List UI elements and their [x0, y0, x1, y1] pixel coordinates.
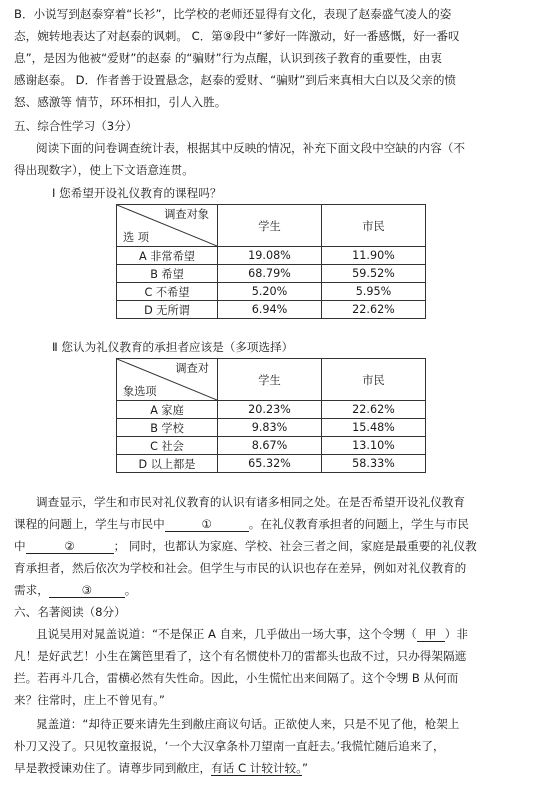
table-row: [117, 419, 426, 437]
citizen-value: 5.95%: [322, 283, 426, 301]
section6-para1-line4: 来？往常时，庄上不曾见有。”: [14, 693, 165, 707]
table2-diagonal-header: [117, 359, 218, 401]
row-label: A 非常希望: [117, 247, 218, 265]
section6-para2-line1: 晁盖道：“却待正要来请先生到敝庄商议句话。正欲使人来，只是不见了他，枪架上: [36, 717, 460, 731]
underlined-phrase: 有话 C 计较计较。: [211, 761, 302, 775]
table1-header-respondent: 调查对象: [164, 208, 209, 221]
row-label: D 以上都是: [117, 455, 218, 473]
citizen-value: 22.62%: [322, 401, 426, 419]
table-row: [117, 437, 426, 455]
section6-para1-line1: [36, 626, 468, 642]
table-row: [117, 265, 426, 283]
table1-diagonal-header: [117, 205, 218, 247]
student-value: 5.20%: [218, 283, 322, 301]
survey-table-2: [116, 358, 426, 473]
option-c-line: 态，婉转地表达了对赵泰的讽刺。 C．第⑨段中“爹好一阵激动，好一番感慨，好一番叹: [14, 29, 460, 43]
blank-2[interactable]: ②: [26, 539, 114, 554]
table2-col-citizen: 市民: [322, 359, 426, 401]
row-label: B 希望: [117, 265, 218, 283]
student-value: 20.23%: [218, 401, 322, 419]
passage-line4: 育承担者，然后依次为学校和社会。但学生与市民的认识也存在差异，例如对礼仪教育的: [14, 561, 467, 575]
table-row: [117, 401, 426, 419]
section6-para2-line2: 朴刀又没了。只见牧童报说，‘一个大汉拿条朴刀望南一直赶去。’我慌忙随后追来了，: [14, 739, 445, 753]
table2-question: Ⅱ 您认为礼仪教育的承担者应该是（多项选择）: [52, 340, 294, 354]
option-b-line1: B．小说写到赵泰穿着“长衫”，比学校的老师还显得有文化，表现了赵泰盛气凌人的姿: [14, 7, 452, 21]
passage-text: 课程的问题上，学生与市民中: [14, 517, 165, 531]
section6-para1-line2: 凡！是好武艺！小生在篱笆里看了，这个有名惯使朴刀的雷都头也敌不过，只办得架隔遮: [14, 649, 467, 663]
table-row: [117, 283, 426, 301]
row-label: A 家庭: [117, 401, 218, 419]
passage-line1: 调查显示，学生和市民对礼仪教育的认识有诸多相同之处。在是否希望开设礼仪教育: [36, 495, 465, 509]
passage-text: 。在礼仪教育承担者的问题上，学生与市民: [248, 517, 470, 531]
passage-line3: [14, 538, 477, 554]
row-label: C 社会: [117, 437, 218, 455]
reading-text: 早是教授谏劝住了。请尊步同到敝庄，: [14, 761, 212, 775]
option-d-line2: 怒、感激等 情节，环环相扣，引人入胜。: [14, 95, 227, 109]
blank-1[interactable]: ①: [165, 517, 249, 532]
student-value: 8.67%: [218, 437, 322, 455]
row-label: D 无所谓: [117, 301, 218, 319]
option-d-line: 感谢赵泰。 D．作者善于设置悬念，赵泰的爱财、“骗财”到后来真相大白以及父亲的愤: [14, 73, 457, 87]
citizen-value: 58.33%: [322, 455, 426, 473]
table-row: [117, 455, 426, 473]
table2-header-respondent: 调查对: [175, 362, 209, 375]
blank-3[interactable]: ③: [49, 583, 125, 598]
section5-heading: 五、综合性学习（3分）: [14, 119, 138, 133]
answer-blank[interactable]: 甲: [417, 627, 445, 642]
row-label: B 学校: [117, 419, 218, 437]
student-value: 19.08%: [218, 247, 322, 265]
section5-intro-line2: 得出现数字），使上下文语意连贯。: [14, 163, 194, 177]
row-label: C 不希望: [117, 283, 218, 301]
passage-line5: [14, 582, 136, 598]
passage-line2: [14, 516, 469, 532]
table1-header-option: 选 项: [123, 231, 149, 244]
table1-col-citizen: 市民: [322, 205, 426, 247]
reading-text: ”: [301, 761, 308, 775]
reading-text: 且说吴用对晁盖说道：“不是保正 A 自来，几乎做出一场大事，这个令甥（: [36, 627, 417, 641]
citizen-value: 59.52%: [322, 265, 426, 283]
citizen-value: 11.90%: [322, 247, 426, 265]
survey-table-1: [116, 204, 426, 319]
passage-text: 。: [124, 583, 137, 597]
student-value: 6.94%: [218, 301, 322, 319]
citizen-value: 15.48%: [322, 419, 426, 437]
option-c-line2: 息”，是因为他被“爱财”的赵泰 的“骗财”行为点醒，认识到孩子教育的重要性，由衷: [14, 51, 442, 65]
table-row: [117, 301, 426, 319]
student-value: 65.32%: [218, 455, 322, 473]
student-value: 68.79%: [218, 265, 322, 283]
citizen-value: 22.62%: [322, 301, 426, 319]
table2-col-student: 学生: [218, 359, 322, 401]
passage-text: 需求，: [14, 583, 49, 597]
section6-heading: 六、名著阅读（8分）: [14, 605, 126, 619]
table1-question: Ⅰ 您希望开设礼仪教育的课程吗？: [52, 186, 222, 200]
table1-col-student: 学生: [218, 205, 322, 247]
table2-header-option: 象选项: [123, 385, 157, 398]
section6-para1-line3: 拦。若再斗几合，雷横必然有失性命。因此，小生慌忙出来间隔了。这个令甥 B 从何而: [14, 671, 459, 685]
table-row: [117, 247, 426, 265]
citizen-value: 13.10%: [322, 437, 426, 455]
passage-text: ； 同时，也都认为家庭、学校、社会三者之间，家庭是最重要的礼仪教: [113, 539, 477, 553]
section5-intro-line1: 阅读下面的问卷调查统计表，根据其中反映的情况，补充下面文段中空缺的内容（不: [36, 141, 465, 155]
student-value: 9.83%: [218, 419, 322, 437]
passage-text: 中: [14, 539, 26, 553]
section6-para2-line3: [14, 760, 308, 776]
reading-text: ）非: [444, 627, 468, 641]
